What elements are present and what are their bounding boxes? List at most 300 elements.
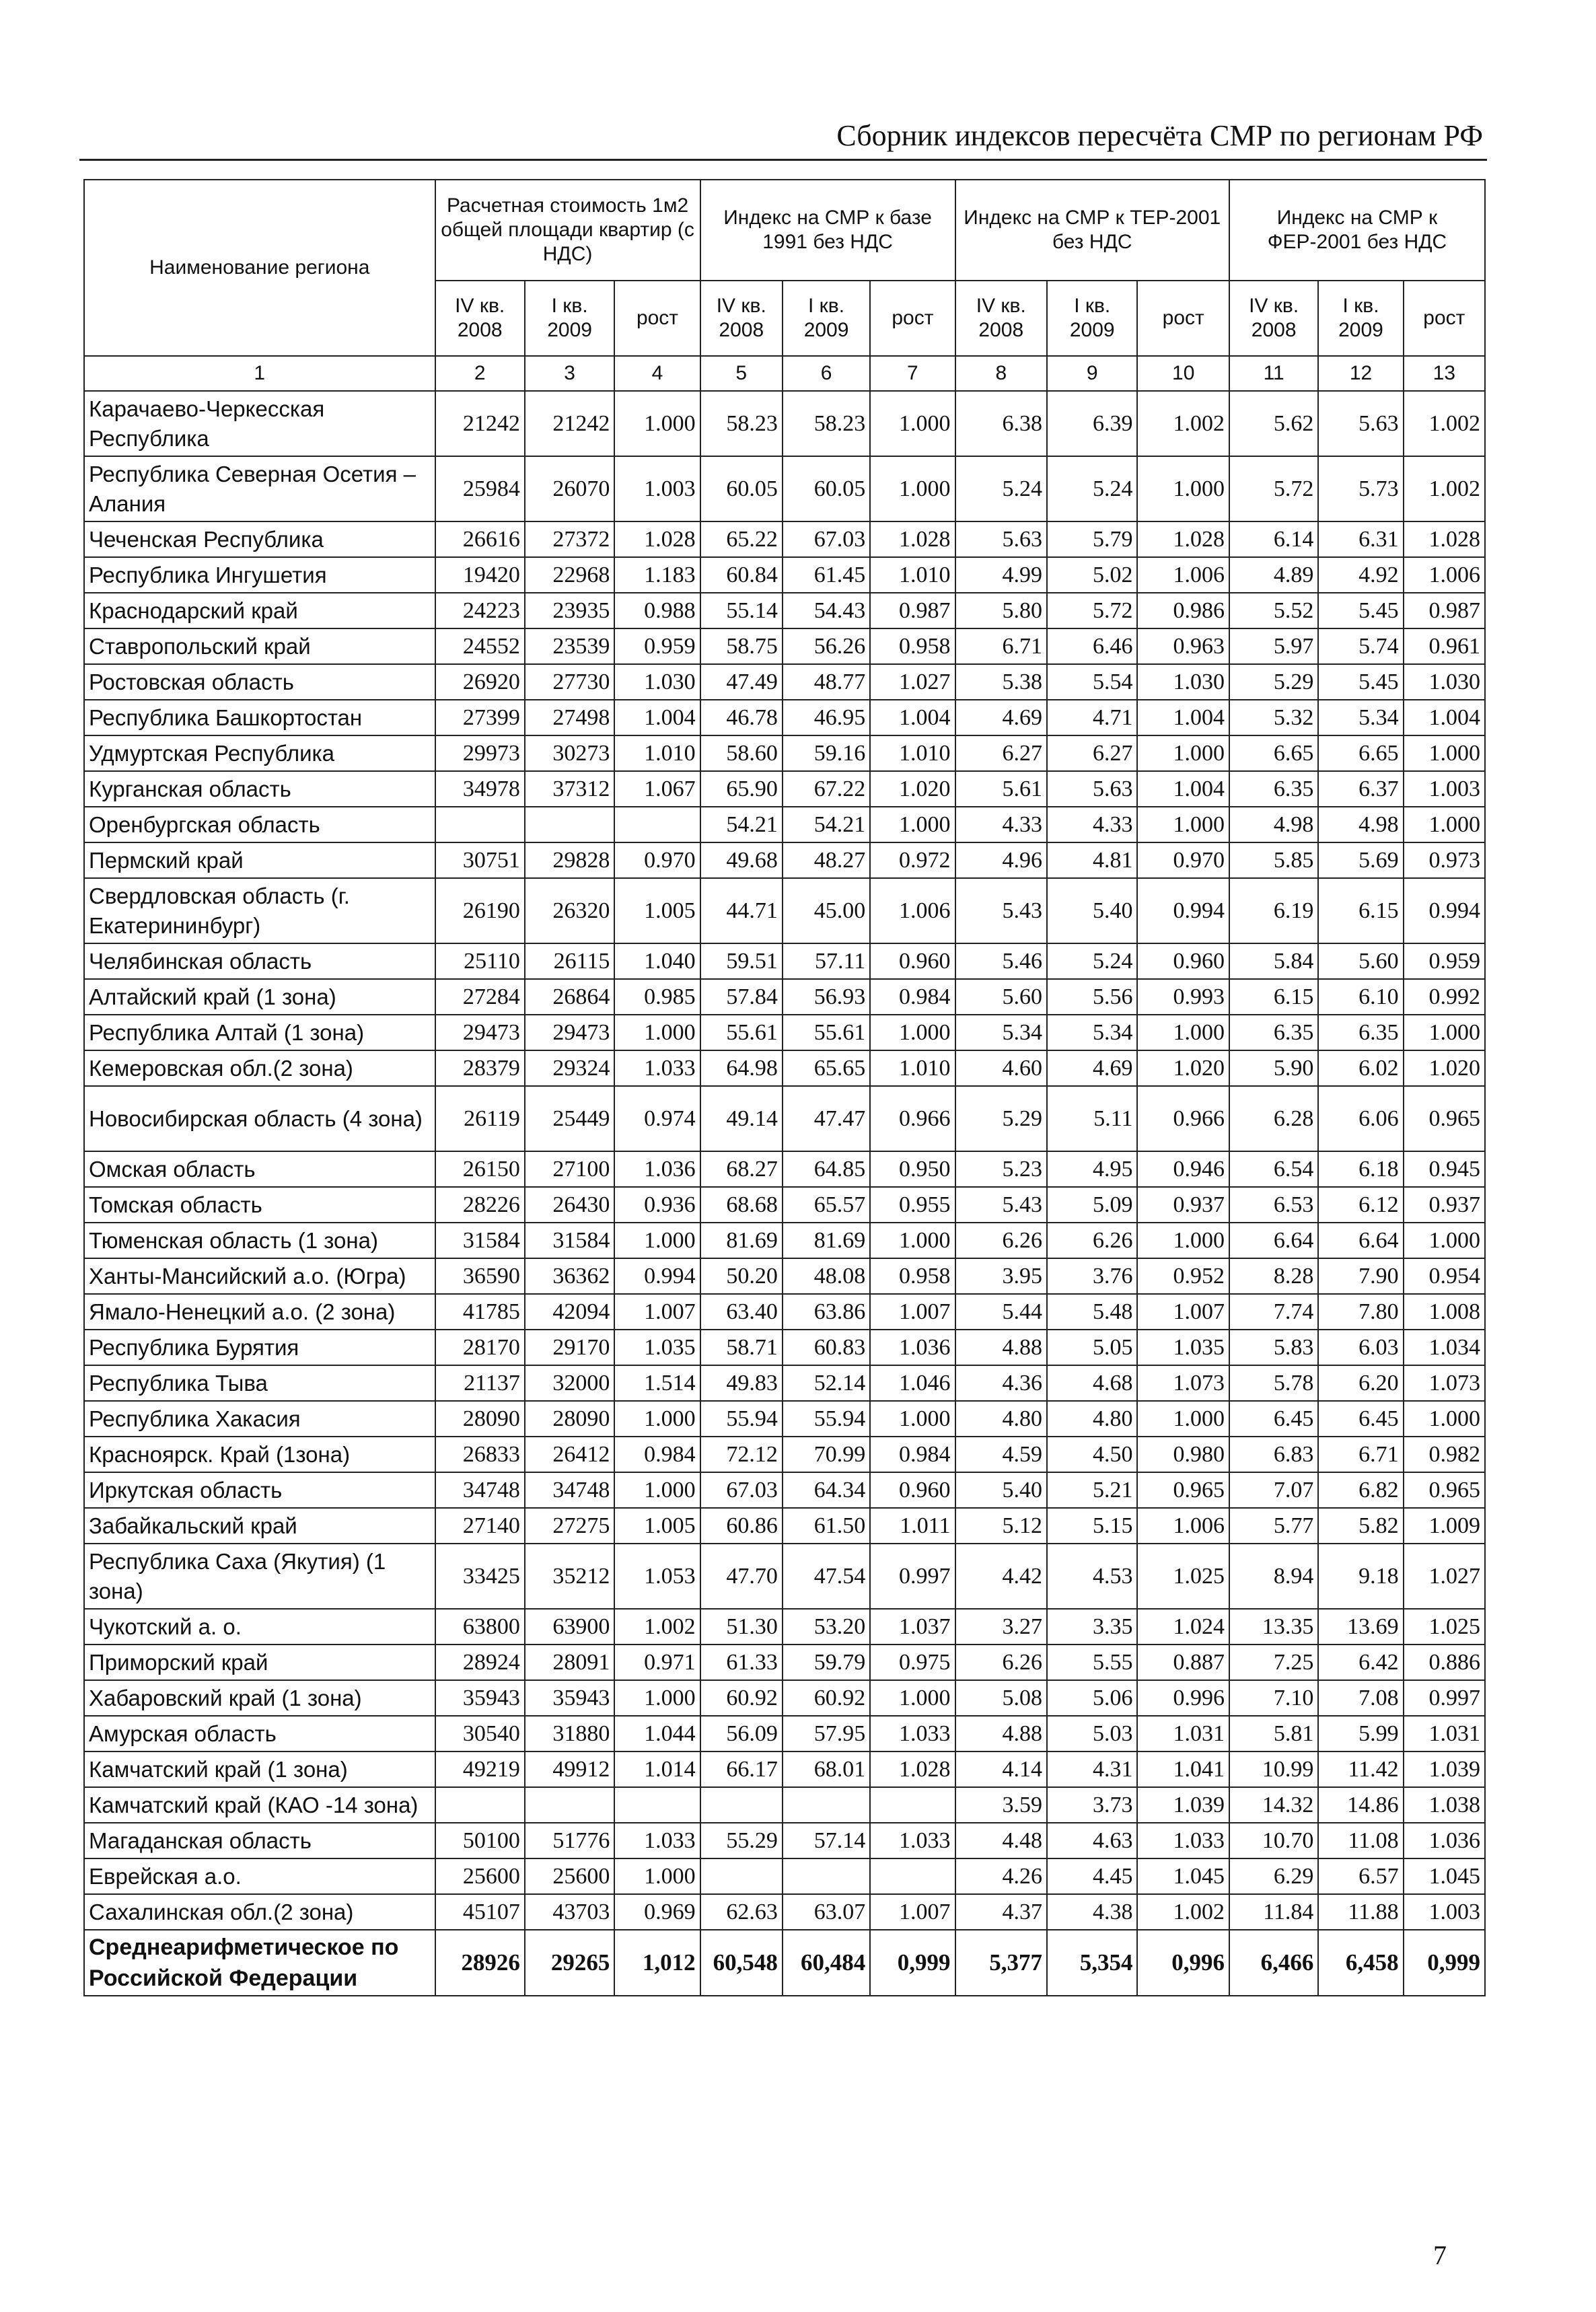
table-row xyxy=(84,1330,1485,1365)
value-cell: 6.57 xyxy=(1318,1858,1403,1894)
column-number-cell: 2 xyxy=(435,356,525,391)
value-cell: 60.83 xyxy=(783,1330,870,1365)
value-cell: 1.004 xyxy=(870,700,955,735)
value-cell xyxy=(614,807,700,842)
average-value-cell: 60,484 xyxy=(783,1930,870,1996)
value-cell: 5.63 xyxy=(955,521,1047,557)
average-value-cell: 28926 xyxy=(435,1930,525,1996)
region-name-cell: Чеченская Республика xyxy=(84,521,435,557)
value-cell: 1.007 xyxy=(1137,1294,1229,1330)
region-name-cell: Магаданская область xyxy=(84,1823,435,1858)
value-cell: 0.937 xyxy=(1404,1187,1485,1223)
value-cell: 55.94 xyxy=(783,1401,870,1437)
value-cell: 5.85 xyxy=(1229,842,1318,878)
value-cell: 5.45 xyxy=(1318,664,1403,700)
value-cell: 0.965 xyxy=(1404,1472,1485,1508)
value-cell: 1.000 xyxy=(1137,1223,1229,1258)
value-cell: 1.025 xyxy=(1404,1609,1485,1645)
value-cell: 60.86 xyxy=(700,1508,783,1544)
value-cell: 0.966 xyxy=(870,1086,955,1151)
group-header-index-ter2001: Индекс на СМР к ТЕР-2001 без НДС xyxy=(955,180,1229,281)
value-cell: 1.036 xyxy=(1404,1823,1485,1858)
column-number-cell: 7 xyxy=(870,356,955,391)
value-cell: 29324 xyxy=(525,1050,614,1086)
value-cell: 0.937 xyxy=(1137,1187,1229,1223)
value-cell: 65.90 xyxy=(700,771,783,807)
value-cell: 64.98 xyxy=(700,1050,783,1086)
value-cell: 6.15 xyxy=(1318,878,1403,943)
value-cell: 65.22 xyxy=(700,521,783,557)
table-row xyxy=(84,391,1485,456)
value-cell: 58.23 xyxy=(783,391,870,456)
value-cell: 5.72 xyxy=(1047,593,1137,628)
average-value-cell: 0,999 xyxy=(1404,1930,1485,1996)
value-cell: 63800 xyxy=(435,1609,525,1645)
value-cell: 4.33 xyxy=(955,807,1047,842)
value-cell: 1.000 xyxy=(614,1401,700,1437)
value-cell: 1.000 xyxy=(870,807,955,842)
value-cell: 5.83 xyxy=(1229,1330,1318,1365)
value-cell: 1.000 xyxy=(614,1680,700,1716)
value-cell: 4.68 xyxy=(1047,1365,1137,1401)
value-cell: 1.030 xyxy=(1404,664,1485,700)
value-cell: 4.98 xyxy=(1318,807,1403,842)
value-cell: 70.99 xyxy=(783,1437,870,1472)
value-cell: 0.984 xyxy=(614,1437,700,1472)
value-cell: 1.000 xyxy=(614,391,700,456)
value-cell: 5.06 xyxy=(1047,1680,1137,1716)
value-cell: 6.65 xyxy=(1229,735,1318,771)
value-cell: 4.98 xyxy=(1229,807,1318,842)
value-cell: 1.010 xyxy=(614,735,700,771)
value-cell: 4.81 xyxy=(1047,842,1137,878)
value-cell: 1.003 xyxy=(614,456,700,521)
value-cell: 0.987 xyxy=(1404,593,1485,628)
value-cell: 0.975 xyxy=(870,1645,955,1680)
value-cell: 32000 xyxy=(525,1365,614,1401)
subheader-cell: IV кв. 2008 xyxy=(435,281,525,356)
table-row xyxy=(84,1401,1485,1437)
value-cell: 58.23 xyxy=(700,391,783,456)
column-number-cell: 12 xyxy=(1318,356,1403,391)
region-name-cell: Челябинская область xyxy=(84,943,435,979)
value-cell: 6.15 xyxy=(1229,979,1318,1015)
value-cell: 5.38 xyxy=(955,664,1047,700)
value-cell: 5.56 xyxy=(1047,979,1137,1015)
value-cell: 59.51 xyxy=(700,943,783,979)
value-cell: 34748 xyxy=(525,1472,614,1508)
value-cell: 0.996 xyxy=(1137,1680,1229,1716)
value-cell: 28090 xyxy=(435,1401,525,1437)
value-cell: 8.28 xyxy=(1229,1258,1318,1294)
value-cell: 58.71 xyxy=(700,1330,783,1365)
value-cell: 4.69 xyxy=(1047,1050,1137,1086)
subheader-cell: рост xyxy=(1404,281,1485,356)
value-cell: 3.76 xyxy=(1047,1258,1137,1294)
page-number: 7 xyxy=(1433,2240,1447,2270)
value-cell: 1.000 xyxy=(614,1015,700,1050)
value-cell: 64.85 xyxy=(783,1151,870,1187)
value-cell: 5.80 xyxy=(955,593,1047,628)
value-cell xyxy=(525,1787,614,1823)
value-cell: 1.000 xyxy=(614,1223,700,1258)
value-cell: 61.50 xyxy=(783,1508,870,1544)
table-row xyxy=(84,628,1485,664)
value-cell: 34748 xyxy=(435,1472,525,1508)
region-name-cell: Томская область xyxy=(84,1187,435,1223)
value-cell: 5.12 xyxy=(955,1508,1047,1544)
value-cell: 5.78 xyxy=(1229,1365,1318,1401)
value-cell: 49.14 xyxy=(700,1086,783,1151)
value-cell: 57.95 xyxy=(783,1716,870,1751)
region-name-cell: Пермский край xyxy=(84,842,435,878)
value-cell: 7.80 xyxy=(1318,1294,1403,1330)
value-cell: 4.80 xyxy=(955,1401,1047,1437)
value-cell: 0.970 xyxy=(1137,842,1229,878)
value-cell: 35943 xyxy=(435,1680,525,1716)
value-cell: 36362 xyxy=(525,1258,614,1294)
value-cell: 54.21 xyxy=(700,807,783,842)
value-cell: 6.35 xyxy=(1229,771,1318,807)
value-cell: 5.29 xyxy=(1229,664,1318,700)
value-cell: 4.88 xyxy=(955,1330,1047,1365)
value-cell: 0.950 xyxy=(870,1151,955,1187)
value-cell: 5.23 xyxy=(955,1151,1047,1187)
value-cell: 1.006 xyxy=(1137,557,1229,593)
column-number-cell: 10 xyxy=(1137,356,1229,391)
value-cell: 36590 xyxy=(435,1258,525,1294)
value-cell: 1.028 xyxy=(1137,521,1229,557)
value-cell: 56.93 xyxy=(783,979,870,1015)
value-cell: 11.08 xyxy=(1318,1823,1403,1858)
value-cell: 35212 xyxy=(525,1544,614,1609)
value-cell: 6.82 xyxy=(1318,1472,1403,1508)
table-row xyxy=(84,456,1485,521)
value-cell: 14.32 xyxy=(1229,1787,1318,1823)
table-row xyxy=(84,557,1485,593)
value-cell: 47.47 xyxy=(783,1086,870,1151)
value-cell: 1.067 xyxy=(614,771,700,807)
value-cell: 5.99 xyxy=(1318,1716,1403,1751)
value-cell: 0.965 xyxy=(1137,1472,1229,1508)
subheader-cell: I кв. 2009 xyxy=(1047,281,1137,356)
value-cell: 1.073 xyxy=(1137,1365,1229,1401)
value-cell: 0.994 xyxy=(614,1258,700,1294)
value-cell: 25110 xyxy=(435,943,525,979)
value-cell: 81.69 xyxy=(700,1223,783,1258)
value-cell: 66.17 xyxy=(700,1751,783,1787)
value-cell: 5.43 xyxy=(955,1187,1047,1223)
region-name-cell: Удмуртская Республика xyxy=(84,735,435,771)
table-row xyxy=(84,1894,1485,1930)
value-cell: 27372 xyxy=(525,521,614,557)
table-row xyxy=(84,1365,1485,1401)
value-cell: 49219 xyxy=(435,1751,525,1787)
region-name-cell: Еврейская а.о. xyxy=(84,1858,435,1894)
value-cell: 1.040 xyxy=(614,943,700,979)
value-cell: 28090 xyxy=(525,1401,614,1437)
value-cell: 1.004 xyxy=(1404,700,1485,735)
value-cell: 7.90 xyxy=(1318,1258,1403,1294)
value-cell: 5.46 xyxy=(955,943,1047,979)
value-cell: 6.64 xyxy=(1318,1223,1403,1258)
value-cell: 72.12 xyxy=(700,1437,783,1472)
value-cell: 0.960 xyxy=(870,943,955,979)
value-cell: 44.71 xyxy=(700,878,783,943)
value-cell: 1.020 xyxy=(870,771,955,807)
value-cell: 25600 xyxy=(525,1858,614,1894)
value-cell: 68.01 xyxy=(783,1751,870,1787)
value-cell: 1.003 xyxy=(1404,771,1485,807)
value-cell: 6.35 xyxy=(1318,1015,1403,1050)
value-cell: 1.002 xyxy=(1404,456,1485,521)
table-row xyxy=(84,1472,1485,1508)
value-cell: 1.036 xyxy=(870,1330,955,1365)
value-cell: 6.54 xyxy=(1229,1151,1318,1187)
value-cell: 1.003 xyxy=(1404,1894,1485,1930)
subheader-cell: рост xyxy=(870,281,955,356)
table-row xyxy=(84,1015,1485,1050)
value-cell: 52.14 xyxy=(783,1365,870,1401)
region-name-cell: Республика Башкортостан xyxy=(84,700,435,735)
value-cell: 25984 xyxy=(435,456,525,521)
value-cell: 0.959 xyxy=(1404,943,1485,979)
value-cell: 49912 xyxy=(525,1751,614,1787)
value-cell: 23935 xyxy=(525,593,614,628)
value-cell: 27275 xyxy=(525,1508,614,1544)
value-cell: 6.45 xyxy=(1229,1401,1318,1437)
value-cell: 1.002 xyxy=(1137,1894,1229,1930)
value-cell: 51776 xyxy=(525,1823,614,1858)
region-name-cell: Хабаровский край (1 зона) xyxy=(84,1680,435,1716)
value-cell: 1.000 xyxy=(1137,1015,1229,1050)
value-cell: 57.11 xyxy=(783,943,870,979)
value-cell: 1.033 xyxy=(614,1823,700,1858)
region-name-cell: Чукотский а. о. xyxy=(84,1609,435,1645)
value-cell: 1.009 xyxy=(1404,1508,1485,1544)
value-cell: 59.16 xyxy=(783,735,870,771)
value-cell: 63.40 xyxy=(700,1294,783,1330)
column-number-cell: 3 xyxy=(525,356,614,391)
subheader-cell: IV кв. 2008 xyxy=(1229,281,1318,356)
value-cell: 3.73 xyxy=(1047,1787,1137,1823)
value-cell: 0.980 xyxy=(1137,1437,1229,1472)
value-cell: 0.960 xyxy=(1137,943,1229,979)
region-name-cell: Красноярск. Край (1зона) xyxy=(84,1437,435,1472)
value-cell: 6.06 xyxy=(1318,1086,1403,1151)
value-cell: 1.031 xyxy=(1404,1716,1485,1751)
value-cell: 1.007 xyxy=(614,1294,700,1330)
value-cell: 28226 xyxy=(435,1187,525,1223)
value-cell: 1.028 xyxy=(870,1751,955,1787)
value-cell: 1.000 xyxy=(870,391,955,456)
value-cell: 43703 xyxy=(525,1894,614,1930)
table-row xyxy=(84,842,1485,878)
table-row xyxy=(84,1050,1485,1086)
value-cell: 11.84 xyxy=(1229,1894,1318,1930)
value-cell: 5.81 xyxy=(1229,1716,1318,1751)
value-cell: 4.33 xyxy=(1047,807,1137,842)
table-row xyxy=(84,1787,1485,1823)
value-cell: 0.973 xyxy=(1404,842,1485,878)
value-cell: 1.035 xyxy=(1137,1330,1229,1365)
value-cell: 1.004 xyxy=(1137,771,1229,807)
value-cell: 5.15 xyxy=(1047,1508,1137,1544)
value-cell: 0.958 xyxy=(870,628,955,664)
value-cell: 54.21 xyxy=(783,807,870,842)
subheader-cell: рост xyxy=(614,281,700,356)
value-cell: 28170 xyxy=(435,1330,525,1365)
value-cell: 1.046 xyxy=(870,1365,955,1401)
value-cell: 46.95 xyxy=(783,700,870,735)
value-cell: 3.35 xyxy=(1047,1609,1137,1645)
table-row xyxy=(84,771,1485,807)
column-number-cell: 8 xyxy=(955,356,1047,391)
value-cell: 5.32 xyxy=(1229,700,1318,735)
region-name-cell: Свердловская область (г. Екатерининбург) xyxy=(84,878,435,943)
column-number-cell: 9 xyxy=(1047,356,1137,391)
value-cell: 5.63 xyxy=(1047,771,1137,807)
value-cell: 11.42 xyxy=(1318,1751,1403,1787)
value-cell: 26920 xyxy=(435,664,525,700)
value-cell: 5.55 xyxy=(1047,1645,1137,1680)
value-cell: 4.96 xyxy=(955,842,1047,878)
value-cell: 0.987 xyxy=(870,593,955,628)
value-cell: 1.031 xyxy=(1137,1716,1229,1751)
value-cell: 1.006 xyxy=(1404,557,1485,593)
value-cell: 4.50 xyxy=(1047,1437,1137,1472)
column-number-cell: 5 xyxy=(700,356,783,391)
value-cell: 6.02 xyxy=(1318,1050,1403,1086)
value-cell: 0.966 xyxy=(1137,1086,1229,1151)
value-cell: 21137 xyxy=(435,1365,525,1401)
region-name-cell: Карачаево-Черкесская Республика xyxy=(84,391,435,456)
region-name-cell: Иркутская область xyxy=(84,1472,435,1508)
value-cell xyxy=(783,1858,870,1894)
value-cell: 0.952 xyxy=(1137,1258,1229,1294)
value-cell: 1.000 xyxy=(1137,735,1229,771)
region-name-cell: Алтайский край (1 зона) xyxy=(84,979,435,1015)
value-cell: 1.045 xyxy=(1404,1858,1485,1894)
subheader-cell: I кв. 2009 xyxy=(1318,281,1403,356)
value-cell: 4.45 xyxy=(1047,1858,1137,1894)
value-cell: 50100 xyxy=(435,1823,525,1858)
value-cell: 49.83 xyxy=(700,1365,783,1401)
value-cell: 1.025 xyxy=(1137,1544,1229,1609)
value-cell: 6.26 xyxy=(1047,1223,1137,1258)
value-cell: 4.48 xyxy=(955,1823,1047,1858)
table-row xyxy=(84,1645,1485,1680)
value-cell: 5.73 xyxy=(1318,456,1403,521)
table-row xyxy=(84,878,1485,943)
value-cell: 58.60 xyxy=(700,735,783,771)
value-cell: 29473 xyxy=(435,1015,525,1050)
value-cell: 4.36 xyxy=(955,1365,1047,1401)
value-cell: 29473 xyxy=(525,1015,614,1050)
value-cell: 1.030 xyxy=(614,664,700,700)
value-cell: 55.29 xyxy=(700,1823,783,1858)
value-cell: 5.79 xyxy=(1047,521,1137,557)
value-cell: 4.14 xyxy=(955,1751,1047,1787)
value-cell: 61.45 xyxy=(783,557,870,593)
value-cell: 7.74 xyxy=(1229,1294,1318,1330)
value-cell: 63900 xyxy=(525,1609,614,1645)
value-cell: 1.000 xyxy=(870,1223,955,1258)
value-cell: 26070 xyxy=(525,456,614,521)
region-name-cell: Республика Хакасия xyxy=(84,1401,435,1437)
value-cell: 1.033 xyxy=(870,1716,955,1751)
value-cell: 41785 xyxy=(435,1294,525,1330)
value-cell: 6.14 xyxy=(1229,521,1318,557)
value-cell: 4.71 xyxy=(1047,700,1137,735)
value-cell: 1.024 xyxy=(1137,1609,1229,1645)
value-cell: 5.40 xyxy=(1047,878,1137,943)
value-cell: 10.99 xyxy=(1229,1751,1318,1787)
value-cell: 6.42 xyxy=(1318,1645,1403,1680)
value-cell: 1.514 xyxy=(614,1365,700,1401)
value-cell: 29828 xyxy=(525,842,614,878)
value-cell: 5.90 xyxy=(1229,1050,1318,1086)
average-value-cell: 5,354 xyxy=(1047,1930,1137,1996)
average-value-cell: 6,466 xyxy=(1229,1930,1318,1996)
value-cell: 67.03 xyxy=(700,1472,783,1508)
value-cell: 1.011 xyxy=(870,1508,955,1544)
value-cell: 6.71 xyxy=(955,628,1047,664)
value-cell: 27100 xyxy=(525,1151,614,1187)
value-cell: 5.24 xyxy=(1047,456,1137,521)
table-row xyxy=(84,1258,1485,1294)
value-cell: 3.59 xyxy=(955,1787,1047,1823)
value-cell: 5.60 xyxy=(1318,943,1403,979)
value-cell: 9.18 xyxy=(1318,1544,1403,1609)
value-cell: 7.25 xyxy=(1229,1645,1318,1680)
table-row xyxy=(84,521,1485,557)
value-cell: 55.14 xyxy=(700,593,783,628)
region-name-cell: Республика Бурятия xyxy=(84,1330,435,1365)
value-cell: 1.034 xyxy=(1404,1330,1485,1365)
value-cell: 5.34 xyxy=(955,1015,1047,1050)
value-cell: 1.005 xyxy=(614,1508,700,1544)
region-name-cell: Ростовская область xyxy=(84,664,435,700)
value-cell: 1.010 xyxy=(870,1050,955,1086)
region-name-cell: Приморский край xyxy=(84,1645,435,1680)
value-cell: 6.20 xyxy=(1318,1365,1403,1401)
value-cell: 0.997 xyxy=(870,1544,955,1609)
average-value-cell: 6,458 xyxy=(1318,1930,1403,1996)
value-cell: 4.80 xyxy=(1047,1401,1137,1437)
value-cell: 5.82 xyxy=(1318,1508,1403,1544)
value-cell: 1.000 xyxy=(870,1680,955,1716)
value-cell: 6.29 xyxy=(1229,1858,1318,1894)
value-cell: 26150 xyxy=(435,1151,525,1187)
value-cell: 4.63 xyxy=(1047,1823,1137,1858)
table-row xyxy=(84,700,1485,735)
value-cell: 57.84 xyxy=(700,979,783,1015)
value-cell: 4.53 xyxy=(1047,1544,1137,1609)
value-cell: 4.99 xyxy=(955,557,1047,593)
value-cell: 0.974 xyxy=(614,1086,700,1151)
average-label-cell: Среднеарифметическое по Российской Федерации xyxy=(84,1930,435,1996)
value-cell: 28091 xyxy=(525,1645,614,1680)
value-cell: 4.92 xyxy=(1318,557,1403,593)
value-cell: 5.48 xyxy=(1047,1294,1137,1330)
value-cell: 4.95 xyxy=(1047,1151,1137,1187)
group-header-cost: Расчетная стоимость 1м2 общей площади квартир (с НДС) xyxy=(435,180,700,281)
value-cell xyxy=(783,1787,870,1823)
value-cell: 5.05 xyxy=(1047,1330,1137,1365)
value-cell: 5.09 xyxy=(1047,1187,1137,1223)
column-number-cell: 11 xyxy=(1229,356,1318,391)
